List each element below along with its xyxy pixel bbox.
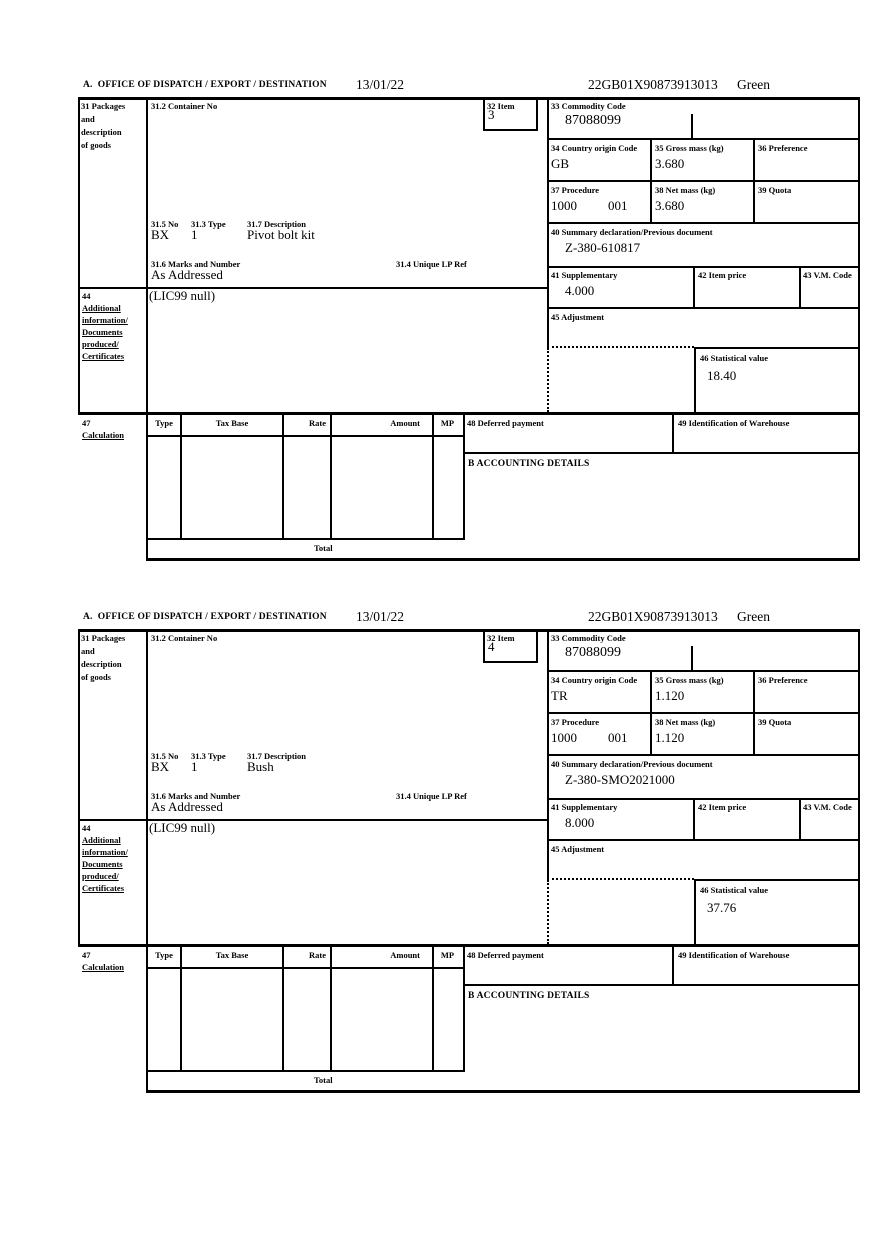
- item-price-label: 42 Item price: [698, 802, 747, 812]
- warehouse-id-label: 49 Identification of Warehouse: [678, 950, 790, 960]
- dotted-divider-line: [547, 878, 694, 880]
- divider-line: [694, 879, 696, 946]
- packages-box-label: of goods: [81, 140, 111, 150]
- column-header-type: Type: [155, 950, 173, 960]
- divider-line: [483, 629, 485, 663]
- divider-line: [463, 414, 465, 540]
- dotted-divider-line: [547, 880, 549, 944]
- divider-line: [650, 138, 652, 224]
- column-header-mp: MP: [440, 950, 455, 960]
- calculation-label: Calculation: [82, 430, 125, 440]
- column-header-rate: Rate: [309, 418, 326, 428]
- additional-info-label: Certificates: [82, 883, 125, 893]
- divider-line: [78, 412, 860, 415]
- supplementary-value: 8.000: [565, 815, 595, 830]
- additional-info-label: information/: [82, 315, 128, 325]
- divider-line: [694, 347, 696, 414]
- item-box-label: 32 Item: [487, 633, 515, 643]
- divider-line: [693, 266, 695, 309]
- divider-line: [547, 798, 860, 800]
- office-of-dispatch-label: A. OFFICE OF DISPATCH / EXPORT / DESTINATION: [83, 80, 327, 90]
- description-label: 31.7 Description: [247, 219, 307, 229]
- calculation-number: 47: [82, 418, 91, 428]
- calculation-label: Calculation: [82, 962, 125, 972]
- adjustment-label: 45 Adjustment: [551, 844, 605, 854]
- entry-number: 22GB01X90873913013: [588, 77, 718, 92]
- package-no-value: BX: [151, 759, 170, 774]
- commodity-code-label: 33 Commodity Code: [551, 633, 626, 643]
- divider-line: [282, 946, 284, 1072]
- column-header-tax-base: Tax Base: [215, 950, 249, 960]
- procedure-value-2: 001: [608, 198, 628, 213]
- unique-lp-ref-label: 31.4 Unique LP Ref: [396, 791, 467, 801]
- divider-line: [799, 798, 801, 841]
- statistical-value: 18.40: [707, 368, 737, 383]
- country-origin-value: GB: [551, 156, 570, 171]
- divider-line: [547, 629, 549, 880]
- divider-line: [536, 97, 538, 131]
- route-indicator: Green: [737, 609, 770, 624]
- divider-line: [146, 629, 148, 1093]
- accounting-details-label: B ACCOUNTING DETAILS: [468, 459, 590, 469]
- column-header-rate: Rate: [309, 950, 326, 960]
- acceptance-date: 13/01/22: [356, 77, 405, 92]
- previous-document-value: Z-380-610817: [565, 240, 641, 255]
- container-no-label: 31.2 Container No: [151, 101, 218, 111]
- country-origin-label: 34 Country origin Code: [551, 143, 638, 153]
- divider-line: [330, 946, 332, 1072]
- total-label: Total: [314, 543, 333, 553]
- country-origin-value: TR: [551, 688, 568, 703]
- warehouse-id-label: 49 Identification of Warehouse: [678, 418, 790, 428]
- divider-line: [547, 138, 860, 140]
- packages-box-label: of goods: [81, 672, 111, 682]
- procedure-value-1: 1000: [551, 730, 577, 745]
- divider-line: [146, 967, 463, 969]
- divider-line: [547, 712, 860, 714]
- divider-line: [180, 414, 182, 540]
- divider-line: [858, 629, 860, 1093]
- procedure-value-2: 001: [608, 730, 628, 745]
- package-type-value: 1: [191, 227, 198, 242]
- commodity-code-value: 87088099: [565, 113, 621, 128]
- description-value: Pivot bolt kit: [247, 227, 315, 242]
- supplementary-label: 41 Supplementary: [551, 270, 618, 280]
- additional-info-value: (LIC99 null): [149, 288, 216, 303]
- vm-code-label: 43 V.M. Code: [803, 802, 852, 812]
- package-no-value: BX: [151, 227, 170, 242]
- divider-line: [547, 839, 860, 841]
- divider-line: [483, 129, 538, 131]
- quota-label: 39 Quota: [758, 185, 792, 195]
- statistical-value-label: 46 Statistical value: [700, 353, 768, 363]
- marks-number-value: As Addressed: [151, 799, 223, 814]
- divider-line: [693, 798, 695, 841]
- adjustment-label: 45 Adjustment: [551, 312, 605, 322]
- divider-line: [483, 97, 485, 131]
- deferred-payment-label: 48 Deferred payment: [467, 418, 544, 428]
- procedure-value-1: 1000: [551, 198, 577, 213]
- divider-line: [282, 414, 284, 540]
- commodity-code-label: 33 Commodity Code: [551, 101, 626, 111]
- divider-line: [858, 97, 860, 561]
- divider-line: [463, 946, 465, 1072]
- package-type-label: 31.3 Type: [191, 219, 226, 229]
- package-type-label: 31.3 Type: [191, 751, 226, 761]
- calculation-number: 47: [82, 950, 91, 960]
- dotted-divider-line: [547, 348, 549, 412]
- column-header-type: Type: [155, 418, 173, 428]
- container-no-label: 31.2 Container No: [151, 633, 218, 643]
- additional-info-value: (LIC99 null): [149, 820, 216, 835]
- net-mass-label: 38 Net mass (kg): [655, 185, 716, 195]
- divider-line: [78, 629, 80, 947]
- acceptance-date: 13/01/22: [356, 609, 405, 624]
- divider-line: [799, 266, 801, 309]
- divider-line: [483, 661, 538, 663]
- package-no-label: 31.5 No: [151, 219, 179, 229]
- commodity-code-value: 87088099: [565, 645, 621, 660]
- divider-line: [146, 1090, 860, 1093]
- entry-number: 22GB01X90873913013: [588, 609, 718, 624]
- additional-info-label: information/: [82, 847, 128, 857]
- procedure-label: 37 Procedure: [551, 185, 600, 195]
- gross-mass-label: 35 Gross mass (kg): [655, 675, 724, 685]
- total-label: Total: [314, 1075, 333, 1085]
- quota-label: 39 Quota: [758, 717, 792, 727]
- packages-box-label: description: [81, 659, 122, 669]
- divider-line: [694, 879, 860, 881]
- divider-line: [78, 944, 860, 947]
- vm-code-label: 43 V.M. Code: [803, 270, 852, 280]
- divider-line: [180, 946, 182, 1072]
- gross-mass-label: 35 Gross mass (kg): [655, 143, 724, 153]
- divider-line: [463, 984, 860, 986]
- unique-lp-ref-label: 31.4 Unique LP Ref: [396, 259, 467, 269]
- declaration-form-item-1: [0, 0, 882, 553]
- marks-number-label: 31.6 Marks and Number: [151, 791, 241, 801]
- additional-info-label: Documents: [82, 327, 123, 337]
- item-box-label: 32 Item: [487, 101, 515, 111]
- column-header-amount: Amount: [390, 418, 420, 428]
- statistical-value-label: 46 Statistical value: [700, 885, 768, 895]
- route-indicator: Green: [737, 77, 770, 92]
- divider-line: [146, 97, 148, 561]
- divider-line: [691, 114, 693, 140]
- additional-info-number: 44: [82, 291, 91, 301]
- procedure-label: 37 Procedure: [551, 717, 600, 727]
- accounting-details-label: B ACCOUNTING DETAILS: [468, 991, 590, 1001]
- declaration-form-item-2: [0, 532, 882, 1085]
- divider-line: [672, 414, 674, 454]
- description-label: 31.7 Description: [247, 751, 307, 761]
- item-price-label: 42 Item price: [698, 270, 747, 280]
- divider-line: [691, 646, 693, 672]
- net-mass-value: 3.680: [655, 198, 685, 213]
- column-header-tax-base: Tax Base: [215, 418, 249, 428]
- preference-label: 36 Preference: [758, 675, 808, 685]
- description-value: Bush: [247, 759, 274, 774]
- divider-line: [547, 307, 860, 309]
- divider-line: [694, 347, 860, 349]
- additional-info-label: produced/: [82, 339, 119, 349]
- divider-line: [146, 1070, 463, 1072]
- divider-line: [78, 629, 860, 632]
- item-number-value: 3: [488, 107, 495, 122]
- package-type-value: 1: [191, 759, 198, 774]
- net-mass-label: 38 Net mass (kg): [655, 717, 716, 727]
- divider-line: [432, 946, 434, 1072]
- divider-line: [78, 97, 860, 100]
- net-mass-value: 1.120: [655, 730, 685, 745]
- divider-line: [547, 670, 860, 672]
- additional-info-label: Additional: [82, 303, 121, 313]
- divider-line: [753, 138, 755, 224]
- marks-number-value: As Addressed: [151, 267, 223, 282]
- country-origin-label: 34 Country origin Code: [551, 675, 638, 685]
- additional-info-label: produced/: [82, 871, 119, 881]
- divider-line: [330, 414, 332, 540]
- divider-line: [78, 97, 80, 415]
- marks-number-label: 31.6 Marks and Number: [151, 259, 241, 269]
- packages-box-label: and: [81, 114, 95, 124]
- item-number-value: 4: [488, 639, 495, 654]
- column-header-mp: MP: [440, 418, 455, 428]
- gross-mass-value: 3.680: [655, 156, 685, 171]
- divider-line: [547, 754, 860, 756]
- divider-line: [650, 670, 652, 756]
- additional-info-label: Additional: [82, 835, 121, 845]
- previous-document-value: Z-380-SMO2021000: [565, 772, 675, 787]
- packages-box-label: 31 Packages: [81, 101, 126, 111]
- divider-line: [547, 180, 860, 182]
- packages-box-label: and: [81, 646, 95, 656]
- package-no-label: 31.5 No: [151, 751, 179, 761]
- divider-line: [547, 266, 860, 268]
- divider-line: [672, 946, 674, 986]
- deferred-payment-label: 48 Deferred payment: [467, 950, 544, 960]
- packages-box-label: description: [81, 127, 122, 137]
- preference-label: 36 Preference: [758, 143, 808, 153]
- additional-info-number: 44: [82, 823, 91, 833]
- previous-document-label: 40 Summary declaration/Previous document: [551, 759, 713, 769]
- supplementary-label: 41 Supplementary: [551, 802, 618, 812]
- divider-line: [463, 452, 860, 454]
- divider-line: [146, 435, 463, 437]
- divider-line: [536, 629, 538, 663]
- divider-line: [753, 670, 755, 756]
- divider-line: [547, 222, 860, 224]
- additional-info-label: Documents: [82, 859, 123, 869]
- office-of-dispatch-label: A. OFFICE OF DISPATCH / EXPORT / DESTINATION: [83, 612, 327, 622]
- additional-info-label: Certificates: [82, 351, 125, 361]
- gross-mass-value: 1.120: [655, 688, 685, 703]
- statistical-value: 37.76: [707, 900, 737, 915]
- previous-document-label: 40 Summary declaration/Previous document: [551, 227, 713, 237]
- packages-box-label: 31 Packages: [81, 633, 126, 643]
- column-header-amount: Amount: [390, 950, 420, 960]
- dotted-divider-line: [547, 346, 694, 348]
- supplementary-value: 4.000: [565, 283, 595, 298]
- divider-line: [547, 97, 549, 348]
- divider-line: [432, 414, 434, 540]
